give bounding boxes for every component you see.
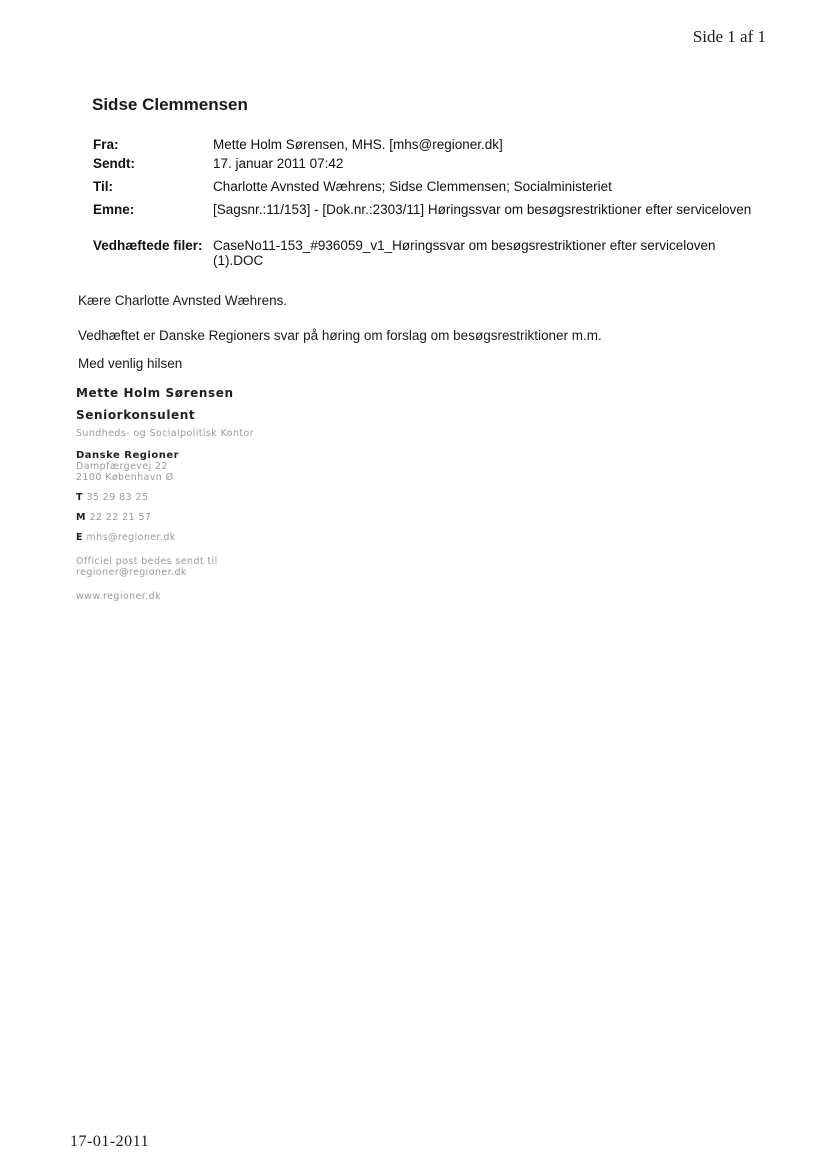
signature-block [76,386,254,602]
header-row-attachments [93,238,753,268]
mailbox-owner: Sidse Clemmensen [92,95,248,114]
signature-city: 2100 København Ø [76,472,174,483]
email-header [93,133,753,268]
signature-mobile [76,512,254,523]
footer-date: 17-01-2011 [70,1133,150,1150]
subject-value: [Sagsnr.:11/153] - [Dok.nr.:2303/11] Høringssvar om besøgsrestriktioner efter serviceloven [213,202,752,217]
subject-label: Emne: [93,202,135,217]
message-text: Vedhæftet er Danske Regioners svar på høring om forslag om besøgsrestriktioner m.m. [78,328,602,343]
phone-value: 35 29 83 25 [86,492,149,503]
attachments-value: CaseNo11-153_#936059_v1_Høringssvar om besøgsrestriktioner efter serviceloven (1).DOC [213,238,716,268]
signature-office: Sundheds- og Socialpolitisk Kontor [76,428,255,439]
signature-website: www.regioner.dk [76,591,161,602]
phone-label: T [76,492,83,503]
page-number: Side 1 af 1 [692,27,766,46]
signature-name: Mette Holm Sørensen [76,386,234,400]
sent-label: Sendt: [93,156,135,171]
from-label: Fra: [93,137,119,152]
signature-organization: Danske Regioner [76,450,180,461]
sent-value: 17. januar 2011 07:42 [213,156,344,171]
greeting: Kære Charlotte Avnsted Wæhrens. [78,293,288,308]
email-value: mhs@regioner.dk [86,532,176,543]
header-row-from [93,133,753,156]
header-row-sent [93,156,753,179]
attachments-label: Vedhæftede filer: [93,238,203,253]
header-row-to [93,179,753,202]
official-post-line1: Officiel post bedes sendt til [76,556,218,567]
from-value: Mette Holm Sørensen, MHS. [mhs@regioner.dk] [213,137,503,152]
mobile-label: M [76,512,86,523]
email-label: E [76,532,83,543]
closing: Med venlig hilsen [78,356,183,371]
signature-phone [76,492,254,503]
signature-street: Dampfærgevej 22 [76,461,168,472]
header-row-subject [93,202,753,238]
signature-email [76,532,254,543]
to-value: Charlotte Avnsted Wæhrens; Sidse Clemmensen; Socialministeriet [213,179,612,194]
signature-title: Seniorkonsulent [76,408,196,422]
to-label: Til: [93,179,113,194]
mobile-value: 22 22 21 57 [89,512,152,523]
official-post-line2: regioner@regioner.dk [76,567,187,578]
